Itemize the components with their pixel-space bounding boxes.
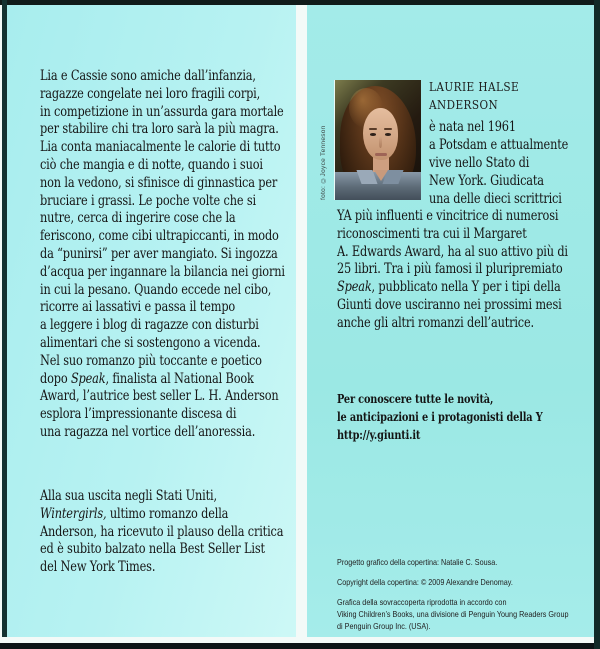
photo-nose-shape xyxy=(379,136,382,148)
copyright-credits xyxy=(337,556,568,640)
right-flap xyxy=(307,5,594,637)
credit-cover-copyright: Copyright della copertina: © 2009 Alexandre Denomay. xyxy=(337,577,513,587)
author-photo xyxy=(334,80,421,200)
photo-eyebrow-left xyxy=(369,128,377,130)
photo-eyebrow-right xyxy=(384,128,392,130)
photo-mouth-shape xyxy=(375,153,387,156)
author-name-line2: ANDERSON xyxy=(429,97,499,112)
credit-cover-design: Progetto grafico della copertina: Natalie C. Sousa. xyxy=(337,557,498,567)
credit-jacket-reproduction: Grafica della sovraccoperta riprodotta in accordo con Viking Children’s Books, una divisione di Penguin Young Readers Group di Penguin Group Inc. (USA). xyxy=(337,597,569,631)
photo-eye-left xyxy=(370,133,376,136)
synopsis-paragraph: Lia e Cassie sono amiche dall’infanzia, ragazze congelate nei loro fragili corpi, in competizione in un’assurda gara mortale per stabilire chi tra loro sarà la più magra. Lia conta maniacalmente le calorie di tutto ciò che mangia e di notte, quando i suoi non la vedono, si sfinisce di ginnastica per bruciare i grassi. Le poche volte che si nutre, cerca di ingerire cose che la feriscono, come cibi ultrapiccanti, in modo da “punirsi” per aver mangiato. Si ingozza d’acqua per ingannare la bilancia nei giorni in cui la pesano. Quando eccede nel cibo, ricorre ai lassativi e passa il tempo a leggere i blog di ragazze con disturbi alimentari che si sostengono a vicenda. Nel suo romanzo più toccante e poetico dopo Speak, finalista al National Book Award, l’autrice best seller L. H. Anderson esplora l’impressionante discesa di una ragazza nel vortice dell’anoressia. xyxy=(40,68,285,440)
author-name xyxy=(429,78,519,114)
reception-paragraph: Alla sua uscita negli Stati Uniti, Wintergirls, ultimo romanzo della Anderson, ha ricevuto il plauso della critica ed è subito balzato nella Best Seller List del New York Times. xyxy=(40,488,284,576)
photo-eye-right xyxy=(385,133,391,136)
publisher-promo-text: Per conoscere tutte le novità, le anticipazioni e i protagonisti della Y http://y.giunti.it xyxy=(337,391,543,442)
left-flap xyxy=(7,5,296,637)
photo-credit-text: foto: ©Joyce Tenneson xyxy=(320,125,327,200)
scan-edge-right xyxy=(594,0,600,649)
author-name-line1: LAURIE HALSE xyxy=(429,79,520,94)
author-bio-beside-photo: è nata nel 1961 a Potsdam e attualmente vive nello Stato di New York. Giudicata una delle dieci scrittrici xyxy=(429,119,569,207)
author-bio-continued: YA più influenti e vincitrice di numerosi riconoscimenti tra cui il Margaret A. Edwards Award, ha al suo attivo più di 25 libri. Tra i più famosi il pluripremiato Speak, pubblicato nella Y per i tipi della Giunti dove usciranno nei prossimi mesi anche gli altri romanzi dell’autrice. xyxy=(337,208,568,331)
scan-edge-bottom xyxy=(0,643,600,649)
